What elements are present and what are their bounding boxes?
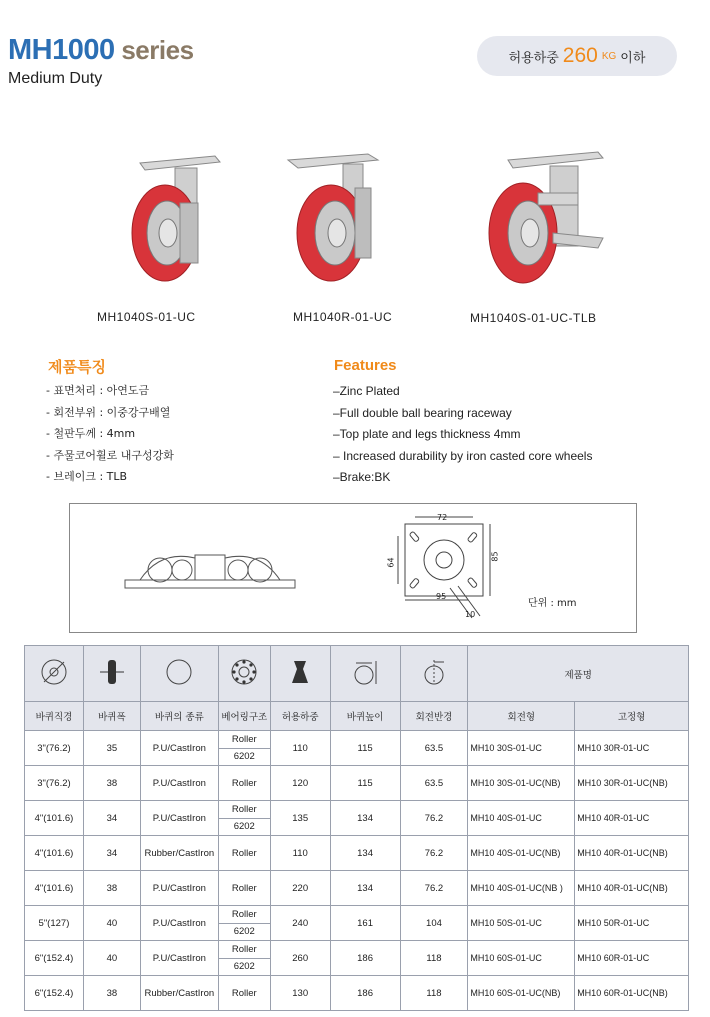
cell-swivel-model: MH10 50S-01-UC bbox=[468, 906, 575, 941]
unit-label: 단위 : mm bbox=[528, 598, 577, 609]
cell-wheel-type: P.U/CastIron bbox=[140, 766, 218, 801]
series-code: MH1000 bbox=[8, 34, 115, 66]
cell-bearing: Roller bbox=[218, 766, 270, 801]
cell-wheel-type: Rubber/CastIron bbox=[140, 836, 218, 871]
feature-ko-item: - 철판두께 : 4mm bbox=[46, 427, 136, 440]
table-row bbox=[25, 941, 689, 976]
swivel-caster-image bbox=[120, 148, 230, 288]
cell-width: 38 bbox=[83, 766, 140, 801]
cell-width: 40 bbox=[83, 906, 140, 941]
feature-en-item: –Brake:BK bbox=[333, 470, 391, 484]
feature-ko-item: - 주물코어휠로 내구성강화 bbox=[46, 448, 174, 462]
cell-radius: 76.2 bbox=[400, 801, 468, 836]
cell-width: 38 bbox=[83, 871, 140, 906]
table-row bbox=[25, 766, 689, 801]
table-row bbox=[25, 836, 689, 871]
col-header: 바퀴높이 bbox=[330, 702, 400, 731]
load-value: 260 bbox=[562, 44, 598, 67]
cell-height: 134 bbox=[330, 801, 400, 836]
cell-bearing: Roller bbox=[218, 976, 270, 1011]
feature-ko-item: - 회전부위 : 이중강구배열 bbox=[46, 405, 171, 419]
product-model-2: MH1040R-01-UC bbox=[293, 310, 393, 324]
cell-bearing bbox=[218, 801, 270, 836]
cell-radius: 63.5 bbox=[400, 766, 468, 801]
cell-height: 134 bbox=[330, 836, 400, 871]
cell-height: 186 bbox=[330, 976, 400, 1011]
bearing-value: Roller bbox=[231, 733, 257, 745]
cell-height: 161 bbox=[330, 906, 400, 941]
product-model-1: MH1040S-01-UC bbox=[97, 310, 196, 324]
cell-width: 35 bbox=[83, 731, 140, 766]
load-prefix: 허용하중 bbox=[508, 50, 559, 66]
table-row bbox=[25, 871, 689, 906]
cell-rigid-model: MH10 40R-01-UC(NB) bbox=[575, 836, 689, 871]
cell-swivel-model: MH10 30S-01-UC bbox=[468, 731, 575, 766]
cell-load: 120 bbox=[270, 766, 330, 801]
rigid-caster-image bbox=[283, 148, 393, 288]
dim-slot: 10 bbox=[465, 610, 476, 619]
brake-caster-image bbox=[478, 148, 608, 288]
cell-load: 240 bbox=[270, 906, 330, 941]
features-list-en bbox=[333, 381, 592, 489]
cell-width: 34 bbox=[83, 801, 140, 836]
table-row bbox=[25, 731, 689, 766]
load-capacity-badge bbox=[477, 36, 677, 76]
wheel-type-icon bbox=[140, 646, 218, 702]
cell-height: 115 bbox=[330, 766, 400, 801]
cell-diameter: 4"(101.6) bbox=[25, 801, 84, 836]
cell-load: 260 bbox=[270, 941, 330, 976]
cell-bearing: Roller bbox=[218, 871, 270, 906]
swivel-radius-icon bbox=[400, 646, 468, 702]
cell-bearing: Roller bbox=[218, 836, 270, 871]
wheel-width-icon bbox=[83, 646, 140, 702]
dim-bottom: 95 bbox=[436, 592, 447, 601]
feature-en-item: – Increased durability by iron casted core wheels bbox=[333, 448, 593, 463]
rigid-header: 고정형 bbox=[575, 702, 689, 731]
cell-rigid-model: MH10 50R-01-UC bbox=[575, 906, 689, 941]
cell-radius: 118 bbox=[400, 976, 468, 1011]
col-header: 바퀴의 종류 bbox=[140, 702, 218, 731]
cell-height: 134 bbox=[330, 871, 400, 906]
bearing-value: 6202 bbox=[219, 748, 270, 766]
bearing-value: Roller bbox=[231, 803, 257, 815]
cell-height: 186 bbox=[330, 941, 400, 976]
dim-side: 64 bbox=[386, 557, 396, 568]
cell-radius: 76.2 bbox=[400, 871, 468, 906]
cell-wheel-type: P.U/CastIron bbox=[140, 941, 218, 976]
features-list-ko bbox=[46, 380, 174, 488]
cell-width: 38 bbox=[83, 976, 140, 1011]
cell-bearing bbox=[218, 906, 270, 941]
cell-rigid-model: MH10 40R-01-UC bbox=[575, 801, 689, 836]
col-header: 베어링구조 bbox=[218, 702, 270, 731]
cell-swivel-model: MH10 40S-01-UC(NB) bbox=[468, 836, 575, 871]
feature-en-item: –Top plate and legs thickness 4mm bbox=[333, 427, 521, 441]
cell-rigid-model: MH10 40R-01-UC(NB) bbox=[575, 871, 689, 906]
cell-diameter: 3"(76.2) bbox=[25, 766, 84, 801]
cell-load: 130 bbox=[270, 976, 330, 1011]
col-header: 회전반경 bbox=[400, 702, 468, 731]
bearing-value: 6202 bbox=[219, 923, 270, 941]
cell-swivel-model: MH10 30S-01-UC(NB) bbox=[468, 766, 575, 801]
table-row bbox=[25, 801, 689, 836]
cell-bearing bbox=[218, 731, 270, 766]
cell-wheel-type: P.U/CastIron bbox=[140, 731, 218, 766]
cell-diameter: 5"(127) bbox=[25, 906, 84, 941]
cell-diameter: 6"(152.4) bbox=[25, 976, 84, 1011]
feature-en-item: –Zinc Plated bbox=[333, 384, 400, 398]
features-heading-ko: 제품특징 bbox=[48, 358, 106, 376]
cell-swivel-model: MH10 60S-01-UC(NB) bbox=[468, 976, 575, 1011]
load-weight-icon bbox=[270, 646, 330, 702]
cell-width: 40 bbox=[83, 941, 140, 976]
cell-rigid-model: MH10 60R-01-UC(NB) bbox=[575, 976, 689, 1011]
cell-swivel-model: MH10 60S-01-UC bbox=[468, 941, 575, 976]
cell-wheel-type: P.U/CastIron bbox=[140, 871, 218, 906]
cell-load: 110 bbox=[270, 731, 330, 766]
table-row bbox=[25, 976, 689, 1011]
cell-radius: 118 bbox=[400, 941, 468, 976]
cell-swivel-model: MH10 40S-01-UC(NB ) bbox=[468, 871, 575, 906]
dim-right: 85 bbox=[490, 551, 500, 562]
feature-ko-item: - 브레이크 : TLB bbox=[46, 470, 128, 483]
dim-top: 72 bbox=[437, 513, 448, 522]
table-row bbox=[25, 906, 689, 941]
product-model-3: MH1040S-01-UC-TLB bbox=[470, 311, 597, 325]
spec-table bbox=[24, 645, 689, 1011]
bearing-value: 6202 bbox=[219, 958, 270, 976]
wheel-height-icon bbox=[330, 646, 400, 702]
cell-load: 135 bbox=[270, 801, 330, 836]
col-header: 바퀴폭 bbox=[83, 702, 140, 731]
cell-rigid-model: MH10 30R-01-UC(NB) bbox=[575, 766, 689, 801]
cell-radius: 76.2 bbox=[400, 836, 468, 871]
load-unit: KG bbox=[601, 50, 617, 62]
wheel-diameter-icon bbox=[25, 646, 84, 702]
series-title bbox=[8, 34, 194, 67]
cell-width: 34 bbox=[83, 836, 140, 871]
cell-diameter: 4"(101.6) bbox=[25, 836, 84, 871]
bearing-value: Roller bbox=[231, 943, 257, 955]
cell-diameter: 6"(152.4) bbox=[25, 941, 84, 976]
col-header: 바퀴직경 bbox=[25, 702, 84, 731]
cell-wheel-type: P.U/CastIron bbox=[140, 801, 218, 836]
side-view-drawing bbox=[120, 540, 300, 600]
series-word: series bbox=[114, 35, 194, 65]
cell-rigid-model: MH10 60R-01-UC bbox=[575, 941, 689, 976]
bearing-value: 6202 bbox=[219, 818, 270, 836]
cell-diameter: 4"(101.6) bbox=[25, 871, 84, 906]
cell-swivel-model: MH10 40S-01-UC bbox=[468, 801, 575, 836]
features-heading-en: Features bbox=[334, 357, 397, 374]
feature-en-item: –Full double ball bearing raceway bbox=[333, 405, 512, 420]
cell-wheel-type: P.U/CastIron bbox=[140, 906, 218, 941]
duty-subtitle: Medium Duty bbox=[8, 70, 103, 87]
cell-radius: 63.5 bbox=[400, 731, 468, 766]
cell-rigid-model: MH10 30R-01-UC bbox=[575, 731, 689, 766]
cell-load: 220 bbox=[270, 871, 330, 906]
load-suffix: 이하 bbox=[620, 50, 646, 66]
cell-wheel-type: Rubber/CastIron bbox=[140, 976, 218, 1011]
cell-bearing bbox=[218, 941, 270, 976]
top-plate-drawing bbox=[380, 508, 520, 623]
cell-load: 110 bbox=[270, 836, 330, 871]
cell-diameter: 3"(76.2) bbox=[25, 731, 84, 766]
bearing-icon bbox=[218, 646, 270, 702]
feature-ko-item: - 표면처리 : 아연도금 bbox=[46, 384, 150, 397]
cell-radius: 104 bbox=[400, 906, 468, 941]
swivel-header: 회전형 bbox=[468, 702, 575, 731]
col-header: 허용하중 bbox=[270, 702, 330, 731]
product-name-header: 제품명 bbox=[468, 646, 689, 702]
cell-height: 115 bbox=[330, 731, 400, 766]
bearing-value: Roller bbox=[231, 908, 257, 920]
